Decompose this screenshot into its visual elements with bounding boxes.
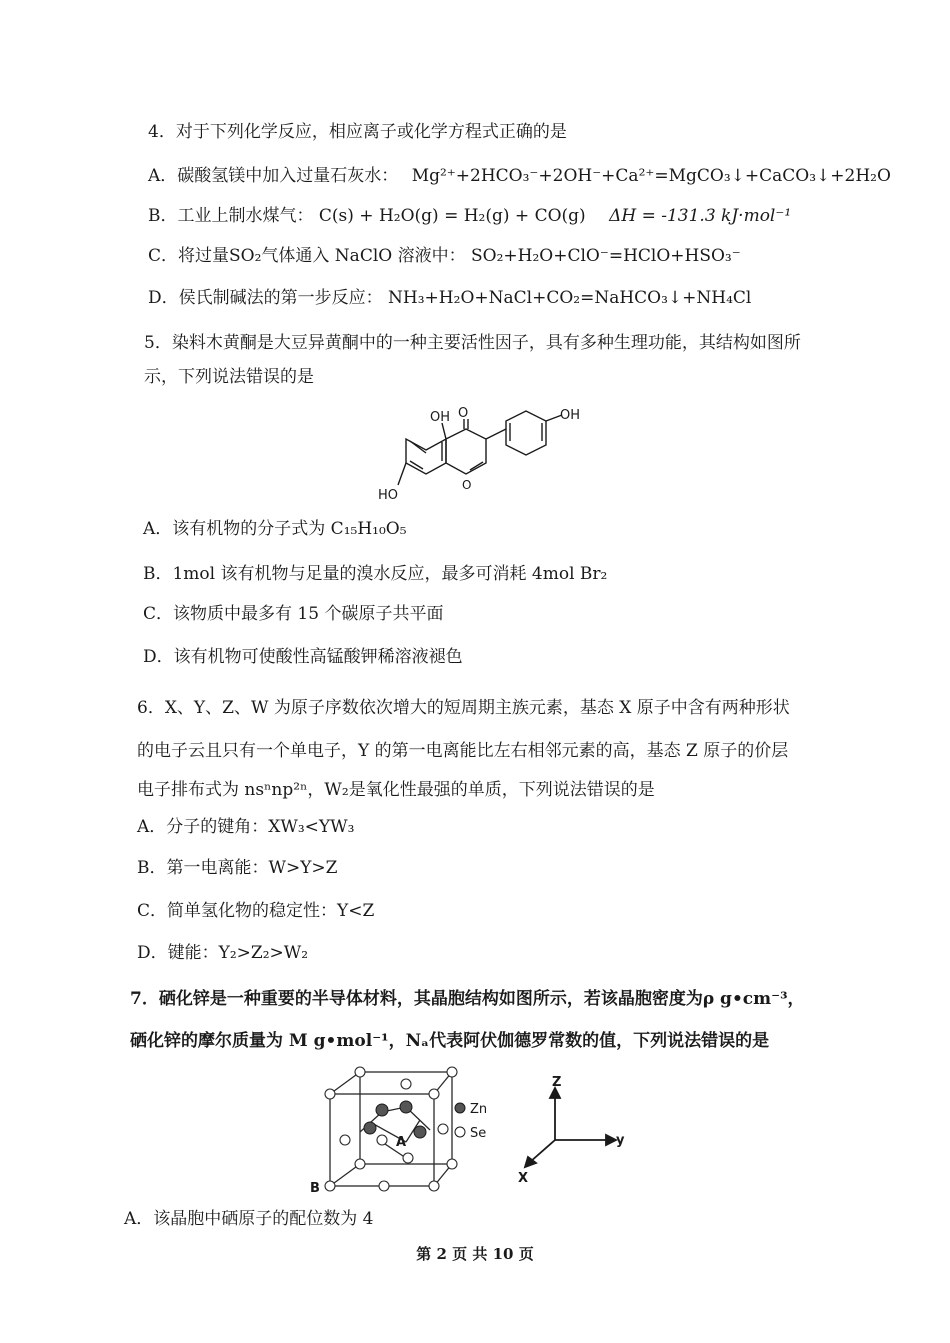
q6-option-d: D．键能：Y₂>Z₂>W₂	[137, 943, 309, 963]
fig-label-carbonyl-o: O	[458, 406, 469, 421]
se-atom	[340, 1135, 350, 1145]
q4-option-a-equation: Mg²⁺+2HCO₃⁻+2OH⁻+Ca²⁺=MgCO₃↓+CaCO₃↓+2H₂O	[411, 166, 891, 186]
q7-option-a: A．该晶胞中硒原子的配位数为 4	[124, 1209, 374, 1229]
cell-label-b: B	[310, 1181, 320, 1196]
fig-label-ho: HO	[378, 488, 399, 503]
zn-atom	[400, 1101, 412, 1113]
q4-stem: 4．对于下列化学反应，相应离子或化学方程式正确的是	[148, 122, 567, 142]
q4-option-d-equation: NH₃+H₂O+NaCl+CO₂=NaHCO₃↓+NH₄Cl	[388, 288, 752, 308]
q5-option-a: A．该有机物的分子式为 C₁₅H₁₀O₅	[143, 519, 407, 539]
cell-label-a: A	[396, 1135, 407, 1150]
q7-stem-line2: 硒化锌的摩尔质量为 M g•mol⁻¹，Nₐ代表阿伏伽德罗常数的值，下列说法错误的是	[130, 1031, 770, 1051]
q4-option-a-label: A．碳酸氢镁中加入过量石灰水：	[148, 166, 399, 186]
q4-option-a	[148, 165, 891, 187]
q4-option-d-label: D．侯氏制碱法的第一步反应：	[148, 288, 383, 308]
zn-atom	[414, 1126, 426, 1138]
c-ring	[446, 429, 486, 474]
fig-label-ring-o: O	[462, 478, 472, 492]
q5-stem-line1: 5．染料木黄酮是大豆异黄酮中的一种主要活性因子，具有多种生理功能，其结构如图所	[144, 333, 801, 353]
zn-atom	[376, 1104, 388, 1116]
legend-zn-marker	[455, 1103, 465, 1113]
se-atom	[429, 1089, 439, 1099]
q5-option-c: C．该物质中最多有 15 个碳原子共平面	[143, 604, 444, 624]
q4-option-b-enthalpy: ΔH = -131.3 kJ·mol⁻¹	[609, 206, 792, 226]
se-atom	[379, 1181, 389, 1191]
se-atom	[438, 1124, 448, 1134]
q4-option-c	[148, 245, 741, 267]
q6-stem-line2: 的电子云且只有一个单电子，Y 的第一电离能比左右相邻元素的高，基态 Z 原子的价层	[137, 741, 789, 761]
q4-option-b-equation: C(s) + H₂O(g) = H₂(g) + CO(g)	[318, 206, 586, 226]
q4-option-c-label: C．将过量SO₂气体通入 NaClO 溶液中：	[148, 246, 466, 266]
q6-option-c: C．简单氢化物的稳定性：Y<Z	[137, 901, 375, 921]
q5-option-d: D．该有机物可使酸性高锰酸钾稀溶液褪色	[143, 647, 463, 667]
legend-se-marker	[455, 1127, 465, 1137]
se-atom	[325, 1181, 335, 1191]
q5-option-b: B．1mol 该有机物与足量的溴水反应，最多可消耗 4mol Br₂	[143, 564, 608, 584]
fig-label-oh-top: OH	[430, 410, 451, 425]
se-atom	[447, 1159, 457, 1169]
zinc-selenide-unit-cell-figure	[300, 1062, 640, 1197]
q6-option-a: A．分子的键角：XW₃<YW₃	[137, 817, 355, 837]
page-footer: 第 2 页 共 10 页	[416, 1245, 534, 1263]
b-ring	[506, 411, 546, 455]
axis-y-label: y	[616, 1133, 625, 1148]
se-atom	[355, 1067, 365, 1077]
se-atom	[403, 1153, 413, 1163]
se-atom	[401, 1079, 411, 1089]
se-atom	[447, 1067, 457, 1077]
q4-option-d	[148, 287, 751, 309]
q4-option-b-label: B．工业上制水煤气：	[148, 206, 314, 226]
se-atom	[355, 1159, 365, 1169]
q6-stem-line1: 6．X、Y、Z、W 为原子序数依次增大的短周期主族元素，基态 X 原子中含有两种形状	[137, 698, 790, 718]
se-atom	[429, 1181, 439, 1191]
se-atom	[325, 1089, 335, 1099]
zn-atom	[364, 1122, 376, 1134]
q6-option-b: B．第一电离能：W>Y>Z	[137, 858, 338, 878]
se-atom	[377, 1135, 387, 1145]
a-ring	[406, 439, 446, 474]
axis-z-label: Z	[552, 1075, 562, 1090]
genistein-structure-figure	[370, 405, 600, 505]
axis-x-label: X	[518, 1171, 529, 1186]
legend-se-label: Se	[470, 1126, 487, 1141]
q6-stem-line3: 电子排布式为 nsⁿnp²ⁿ，W₂是氧化性最强的单质，下列说法错误的是	[137, 780, 655, 800]
q4-option-b	[148, 205, 791, 227]
fig-label-oh-right: OH	[560, 408, 581, 423]
q4-option-c-equation: SO₂+H₂O+ClO⁻=HClO+HSO₃⁻	[471, 246, 741, 266]
legend-zn-label: Zn	[470, 1102, 488, 1117]
q5-stem-line2: 示，下列说法错误的是	[144, 367, 314, 387]
q7-stem-line1: 7．硒化锌是一种重要的半导体材料，其晶胞结构如图所示，若该晶胞密度为ρ g•cm⁻³，	[130, 989, 805, 1009]
